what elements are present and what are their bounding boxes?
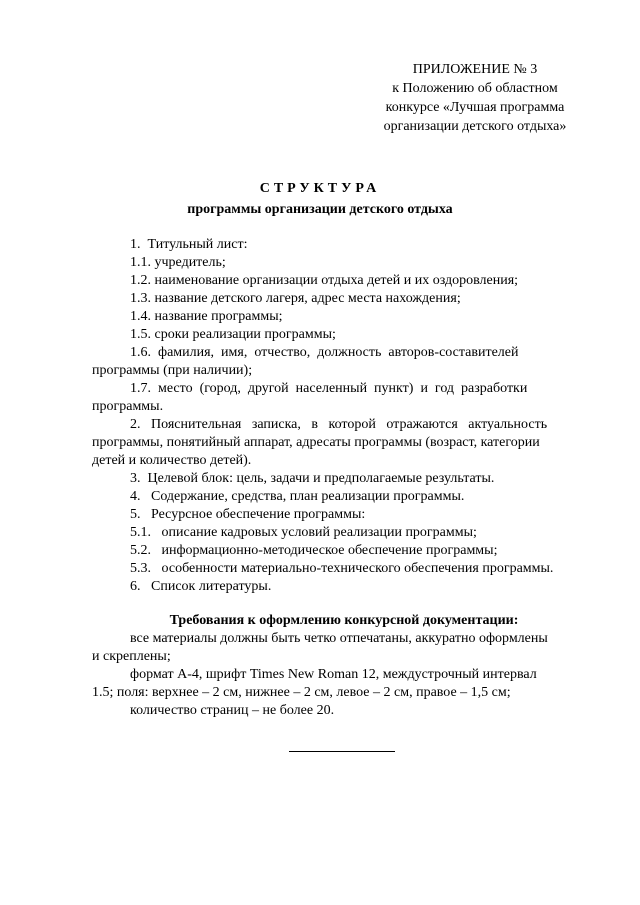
document-subtitle: программы организации детского отдыха [187, 202, 453, 217]
list-item: 1.3. название детского лагеря, адрес места нахождения; [130, 291, 461, 306]
appendix-header [360, 60, 590, 136]
list-item: 5.1. описание кадровых условий реализации программы; [130, 525, 477, 540]
list-item: 1.6. фамилия, имя, отчество, должность авторов-составителей [130, 345, 519, 360]
list-item: 6. Список литературы. [130, 579, 272, 594]
list-item: 1. Титульный лист: [130, 237, 248, 252]
requirement-line: все материалы должны быть четко отпечатаны, аккуратно оформлены [130, 631, 548, 646]
closing-rule [289, 751, 395, 752]
appendix-ref-line: к Положению об областном [392, 81, 558, 96]
list-item-continuation: детей и количество детей). [92, 453, 252, 468]
document-title: СТРУКТУРА [259, 181, 381, 196]
requirement-continuation: 1.5; поля: верхнее – 2 см, нижнее – 2 см, левое – 2 см, правое – 1,5 см; [92, 685, 511, 700]
list-item: 1.2. наименование организации отдыха детей и их оздоровления; [130, 273, 519, 288]
list-item: 4. Содержание, средства, план реализации программы. [130, 489, 465, 504]
list-item-continuation: программы (при наличии); [92, 363, 253, 378]
appendix-number: ПРИЛОЖЕНИЕ № 3 [412, 62, 538, 77]
list-item: 2. Пояснительная записка, в которой отражаются актуальность [130, 417, 548, 432]
appendix-ref-line: организации детского отдыха» [383, 119, 567, 134]
list-item-continuation: программы. [92, 399, 164, 414]
list-item: 1.7. место (город, другой населенный пункт) и год разработки [130, 381, 528, 396]
list-item: 5.3. особенности материально-технического обеспечения программы. [130, 561, 554, 576]
list-item: 1.4. название программы; [130, 309, 283, 324]
structure-list [92, 236, 596, 720]
list-item: 1.1. учредитель; [130, 255, 226, 270]
requirement-line: формат А-4, шрифт Times New Roman 12, междустрочный интервал [130, 667, 537, 682]
list-item-continuation: программы, понятийный аппарат, адресаты программы (возраст, категории [92, 435, 540, 450]
list-item: 3. Целевой блок: цель, задачи и предполагаемые результаты. [130, 471, 495, 486]
list-item: 5.2. информационно-методическое обеспечение программы; [130, 543, 498, 558]
requirement-line: количество страниц – не более 20. [130, 703, 335, 718]
requirement-continuation: и скреплены; [92, 649, 171, 664]
appendix-ref-line: конкурсе «Лучшая программа [385, 100, 565, 115]
list-item: 5. Ресурсное обеспечение программы: [130, 507, 366, 522]
requirements-heading: Требования к оформлению конкурсной документации: [169, 613, 519, 628]
list-item: 1.5. сроки реализации программы; [130, 327, 336, 342]
